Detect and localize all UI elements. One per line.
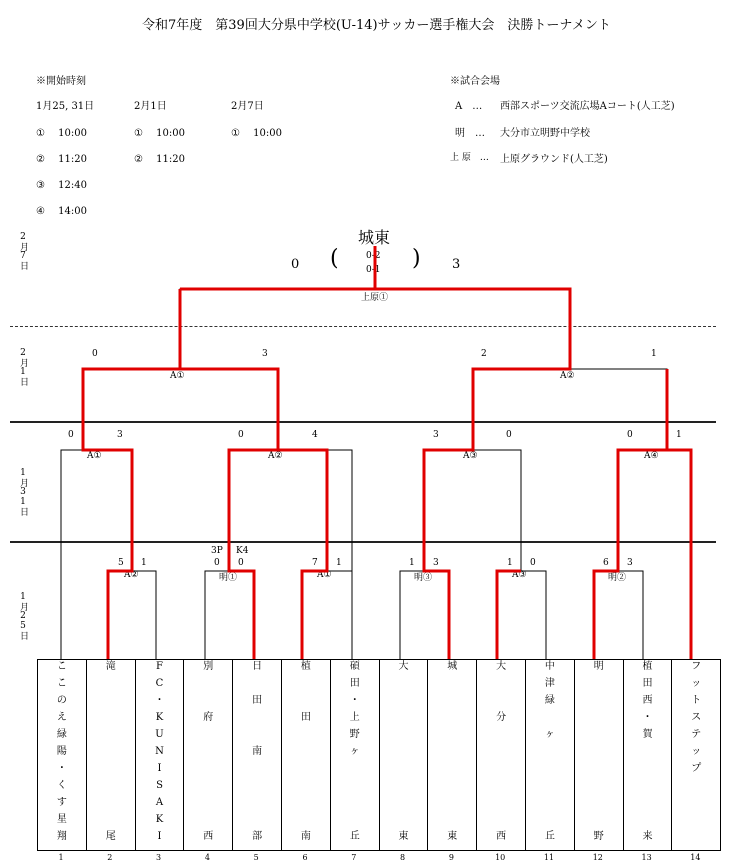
team-name-char: I [157,831,162,842]
team-name-char [87,764,135,781]
team-name-char [87,679,135,696]
team-name-char [428,815,476,832]
team-name-char: ・ [642,712,653,723]
final-score-left: 0 [291,257,300,272]
semi-score: 0 [92,349,98,359]
team-name-char: ・ [349,695,360,706]
team-name-char [428,764,476,781]
winner-path [594,369,667,659]
team-name-char [477,679,525,696]
team-name-char [672,798,720,815]
round-date-quarters: 1月31日 [18,468,28,516]
team-name-char: 田 [642,678,653,689]
winner-path [667,450,691,659]
team-number: 7 [351,853,357,862]
team-name-char: ヶ [349,746,360,757]
team-name-char: 明 [593,661,604,672]
team-name [624,662,672,849]
page-title: 令和7年度 第39回大分県中学校(U-14)サッカー選手権大会 決勝トーナメント [142,18,611,33]
team-name-char: ・ [154,695,165,706]
team-name-char [87,713,135,730]
team-name-char [428,781,476,798]
kickoff-time: ③ 12:40 [36,180,87,191]
team-name-char: 上 [349,712,360,723]
team-name-char [672,832,720,849]
team-name-char: N [155,746,164,757]
champion-name: 城東 [358,228,391,247]
team-name-char [184,730,232,747]
team-name-char [380,798,428,815]
team-name [184,662,232,849]
team-name-char [575,798,623,815]
bracket-line [618,571,643,659]
bracket-line [521,571,546,659]
team-name-char [233,713,281,730]
team-box [183,659,233,851]
winner-path [83,289,180,659]
team-name-char [184,679,232,696]
quarter-score: 0 [627,430,633,440]
team-name [136,662,184,849]
team-name-char: 東 [398,831,409,842]
team-name-char [624,815,672,832]
team-name-char: 緑 [544,695,555,706]
team-name-char: 東 [447,831,458,842]
team-name-char [87,815,135,832]
team-name-char [184,781,232,798]
team-name-char [575,781,623,798]
team-number: 1 [58,853,64,862]
team-name-char: 西 [496,831,507,842]
team-box [623,659,673,851]
team-name-char: 田 [349,678,360,689]
bracket-line [132,571,156,659]
bracket-line [327,450,352,571]
team-name-char [428,798,476,815]
team-name-char: 日 [252,661,263,672]
r1-score: 0 [238,558,244,568]
team-name [428,662,476,849]
team-name-char: す [56,797,67,808]
team-name-char [233,781,281,798]
team-number: 10 [495,853,506,862]
team-number: 4 [204,853,210,862]
quarter-venue: A② [268,451,283,461]
bracket-line [400,571,424,659]
team-name-char: 翔 [56,831,67,842]
team-box [671,659,721,851]
team-name [380,662,428,849]
team-name-char [380,696,428,713]
team-name-char [184,747,232,764]
team-name-char: ッ [691,678,702,689]
quarter-venue: A① [87,451,102,461]
r1-pk-left: 3P [211,546,223,556]
venue-code: 上 原 … [450,153,489,163]
r1-venue: 明② [608,573,627,583]
r1-score: 3 [627,558,633,568]
team-name-char: の [56,695,67,706]
team-box [37,659,87,851]
quarter-score: 0 [238,430,244,440]
team-name-char [575,815,623,832]
r1-venue: A② [124,570,139,580]
final-bracket-right: ) [412,246,421,271]
team-name-char: 来 [642,831,653,842]
quarter-score: 1 [676,430,682,440]
team-name-char: 南 [252,746,263,757]
team-name-char [575,696,623,713]
r1-score: 0 [214,558,220,568]
team-name-char: 賀 [642,729,653,740]
team-name-char [331,815,379,832]
final-half-2: 0-1 [366,265,381,275]
team-name [282,662,330,849]
quarter-score: 0 [68,430,74,440]
team-name-char [380,747,428,764]
bracket-winner-lines [83,246,691,659]
r1-pk-right: K4 [236,546,249,556]
team-name-char: 植 [300,661,311,672]
team-name-char [282,781,330,798]
r1-score: 3 [433,558,439,568]
team-name-char [233,815,281,832]
team-name-char [380,679,428,696]
final-score-right: 3 [452,257,461,272]
team-name-char: え [56,712,67,723]
team-name-char [282,679,330,696]
r1-venue: 明③ [414,573,433,583]
team-name-char [477,747,525,764]
team-name-char: ・ [56,763,67,774]
team-name-char: U [155,729,164,740]
team-box [281,659,331,851]
team-name-char: F [156,661,163,672]
team-name-char [526,713,574,730]
round-date-semis: 2月1日 [18,348,28,386]
team-name-char [624,798,672,815]
quarter-score: 0 [506,430,512,440]
semi-score: 2 [481,349,487,359]
team-name-char: 滝 [105,661,116,672]
team-name-char [233,679,281,696]
r1-score: 0 [530,558,536,568]
semi-venue: A① [170,371,185,381]
team-name-char [477,781,525,798]
team-name [575,662,623,849]
team-box [525,659,575,851]
team-name-char [380,730,428,747]
team-name-char: 野 [349,729,360,740]
quarter-score: 3 [117,430,123,440]
team-name-char: K [155,814,164,825]
team-name-char [331,781,379,798]
team-box [330,659,380,851]
team-box [232,659,282,851]
team-name-char [672,781,720,798]
r1-score: 1 [507,558,513,568]
semi-venue: A② [560,371,575,381]
kickoff-date-1: 1月25, 31日 [36,101,95,112]
team-name-char: フ [691,661,702,672]
team-number: 9 [448,853,454,862]
team-name-char [282,798,330,815]
team-name-char [526,798,574,815]
final-venue: 上原① [361,293,389,303]
team-name-char [428,747,476,764]
team-name-char [624,781,672,798]
kickoff-header: ※開始時刻 [36,76,86,87]
team-box [427,659,477,851]
team-name-char: こ [56,661,67,672]
team-number: 5 [253,853,259,862]
team-name [87,662,135,849]
team-name [38,662,86,849]
team-name-char: 別 [203,661,214,672]
team-name-char [184,696,232,713]
team-name-char: 南 [300,831,311,842]
team-name-char [526,764,574,781]
team-name-char [87,696,135,713]
winner-path [375,246,570,659]
team-name-char: 津 [544,678,555,689]
semi-score: 1 [651,349,657,359]
kickoff-time: ① 10:00 [134,128,185,139]
r1-venue: 明① [219,573,238,583]
kickoff-date-2: 2月1日 [134,101,167,112]
venue-name: 西部スポーツ交流広場Aコート(人工芝) [500,101,675,112]
team-name-char: A [155,797,164,808]
team-name-char [575,713,623,730]
kickoff-time: ② 11:20 [134,154,185,165]
team-box [379,659,429,851]
team-name-char [282,730,330,747]
team-name-char [282,815,330,832]
team-name-char [526,747,574,764]
team-number: 13 [641,853,652,862]
team-name-char: プ [691,763,702,774]
team-name-char [282,764,330,781]
team-name [331,662,379,849]
venue-name: 大分市立明野中学校 [500,128,590,139]
team-name-char [282,696,330,713]
venue-code: 明 … [455,128,485,139]
quarter-venue: A④ [644,451,659,461]
venues-header: ※試合会場 [450,76,500,87]
team-name-char [477,798,525,815]
team-name-char [331,798,379,815]
r1-venue: A① [317,570,332,580]
team-name-char [184,764,232,781]
kickoff-date-3: 2月7日 [231,101,264,112]
team-name-char: 分 [496,712,507,723]
team-box [574,659,624,851]
team-name-char [380,764,428,781]
bracket-line [205,571,229,659]
team-name [526,662,574,849]
team-name-char [331,764,379,781]
team-name-char: 大 [496,661,507,672]
team-number: 3 [156,853,162,862]
team-name-char [477,696,525,713]
r1-score: 1 [409,558,415,568]
team-name-char: I [157,763,162,774]
bracket-line [327,571,352,659]
venue-name: 上原グラウンド(人工芝) [500,154,608,165]
team-name-char: 碩 [349,661,360,672]
venue-code: A … [455,101,483,112]
team-name-char: 丘 [349,831,360,842]
team-box [86,659,136,851]
team-name-char [672,815,720,832]
team-number: 8 [400,853,406,862]
team-name-char [233,764,281,781]
team-name-char [184,815,232,832]
team-name-char [428,730,476,747]
team-name-char [87,747,135,764]
team-name-char: ト [691,695,702,706]
team-name-char: 陽 [56,746,67,757]
team-name-char [477,815,525,832]
team-name-char [526,781,574,798]
team-name-char [428,696,476,713]
team-box [135,659,185,851]
team-name-char: 西 [642,695,653,706]
team-name-char [624,764,672,781]
team-name-char: 緑 [56,729,67,740]
quarter-score: 3 [433,430,439,440]
team-name-char [87,781,135,798]
team-name-char: 星 [56,814,67,825]
team-name-char [87,730,135,747]
r1-score: 5 [118,558,124,568]
team-name-char: K [155,712,164,723]
team-name-char [233,730,281,747]
final-bracket-left: ( [330,246,339,271]
team-name-char [428,713,476,730]
round-date-final: 2月7日 [18,232,28,270]
team-name-char: ッ [691,746,702,757]
team-name-char [575,764,623,781]
team-name-char: ヶ [544,729,555,740]
team-name-char: 中 [544,661,555,672]
quarter-score: 4 [312,430,318,440]
r1-score: 1 [141,558,147,568]
kickoff-time: ① 10:00 [231,128,282,139]
team-number: 12 [592,853,603,862]
team-name-char: 部 [252,831,263,842]
team-name-char: S [156,780,163,791]
team-name-char [184,798,232,815]
team-name-char [233,798,281,815]
team-name-char [575,679,623,696]
team-name-char: こ [56,678,67,689]
bracket-black-lines [61,246,667,659]
team-number: 2 [107,853,113,862]
team-name-char [282,747,330,764]
team-name-char [526,815,574,832]
team-name [672,662,720,849]
team-name-char: 野 [593,831,604,842]
team-name-char [575,747,623,764]
team-name-char: 西 [203,831,214,842]
kickoff-time: ④ 14:00 [36,206,87,217]
team-name-char: 府 [203,712,214,723]
team-name-char [87,798,135,815]
team-name-char: 田 [300,712,311,723]
quarter-venue: A③ [463,451,478,461]
team-name-char: く [56,780,67,791]
round-date-round1: 1月25日 [18,592,28,640]
team-name-char: C [155,678,164,689]
r1-venue: A③ [512,570,527,580]
team-name [477,662,525,849]
r1-score: 1 [336,558,342,568]
team-name-char [380,781,428,798]
team-name-char: 大 [398,661,409,672]
team-name-char [477,730,525,747]
team-name-char [575,730,623,747]
r1-score: 7 [312,558,318,568]
kickoff-time: ① 10:00 [36,128,87,139]
team-name-char: 丘 [544,831,555,842]
team-name-char [380,713,428,730]
team-name-char: ス [691,712,702,723]
team-number: 11 [543,853,555,862]
team-name-char [477,764,525,781]
team-name-char: 植 [642,661,653,672]
kickoff-time: ② 11:20 [36,154,87,165]
team-number: 6 [302,853,308,862]
final-half-1: 0-2 [366,251,381,261]
bracket-line [473,450,521,571]
team-number: 14 [690,853,701,862]
winner-path [497,571,521,659]
team-name-char [624,747,672,764]
winner-path [278,450,327,659]
team-name-char: 城 [447,661,458,672]
r1-score: 6 [603,558,609,568]
bracket-line [570,369,667,450]
bracket-line [61,450,83,659]
semi-score: 3 [262,349,268,359]
team-name-char: 田 [252,695,263,706]
team-box [476,659,526,851]
team-name-char [380,815,428,832]
team-name-char [428,679,476,696]
team-name [233,662,281,849]
team-name-char: 尾 [105,831,116,842]
team-name-char: テ [691,729,702,740]
